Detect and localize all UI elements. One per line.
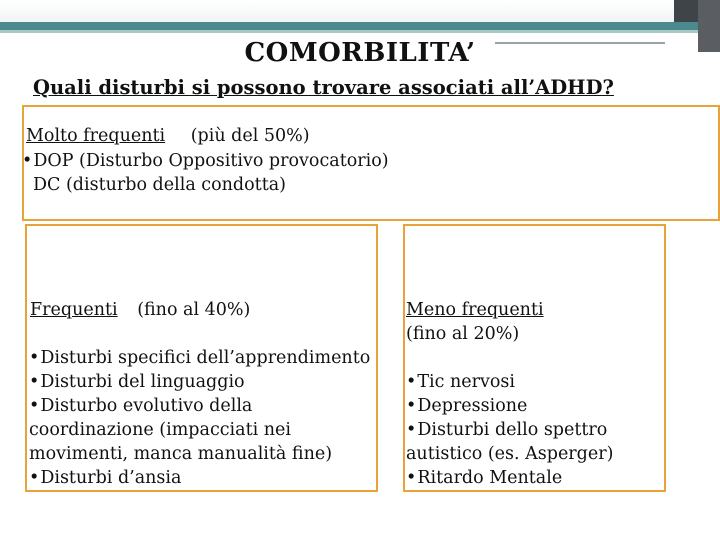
list-item-continued: movimenti, manca manualità fine) [29, 444, 333, 464]
frequent-heading-line [30, 298, 250, 322]
list-item: • Disturbi del linguaggio [29, 370, 245, 394]
list-item-continued: coordinazione (impacciati nei [29, 420, 291, 440]
list-item: • Disturbi specifici dell’apprendimento [29, 346, 370, 370]
very-frequent-heading: Molto frequenti [26, 126, 166, 146]
list-item: • DOP (Disturbo Oppositivo provocatorio) [22, 149, 389, 173]
very-frequent-qualifier: (più del 50%) [190, 126, 310, 146]
list-item: • Disturbi dello spettro [406, 418, 607, 442]
frequent-qualifier: (fino al 40%) [137, 300, 251, 320]
header-stripe [0, 0, 676, 22]
list-item: • Tic nervosi [406, 370, 515, 394]
header-teal-bar-thin [0, 30, 700, 33]
less-frequent-qualifier: (fino al 20%) [406, 324, 520, 344]
list-item: • Disturbo evolutivo della [29, 394, 252, 418]
very-frequent-heading-line [26, 124, 310, 148]
list-item: • Disturbi d’ansia [29, 466, 181, 490]
header-teal-bar [0, 22, 700, 30]
slide-subtitle: Quali disturbi si possono trovare associati all’ADHD? [33, 76, 614, 99]
frequent-heading: Frequenti [30, 300, 118, 320]
list-item: • Depressione [406, 394, 527, 418]
corner-block-small [674, 0, 698, 22]
less-frequent-heading: Meno frequenti [406, 300, 544, 320]
slide-title: COMORBILITA’ [244, 38, 476, 68]
list-item-continued: autistico (es. Asperger) [406, 444, 614, 464]
list-item: DC (disturbo della condotta) [33, 175, 286, 195]
list-item: • Ritardo Mentale [406, 466, 562, 490]
